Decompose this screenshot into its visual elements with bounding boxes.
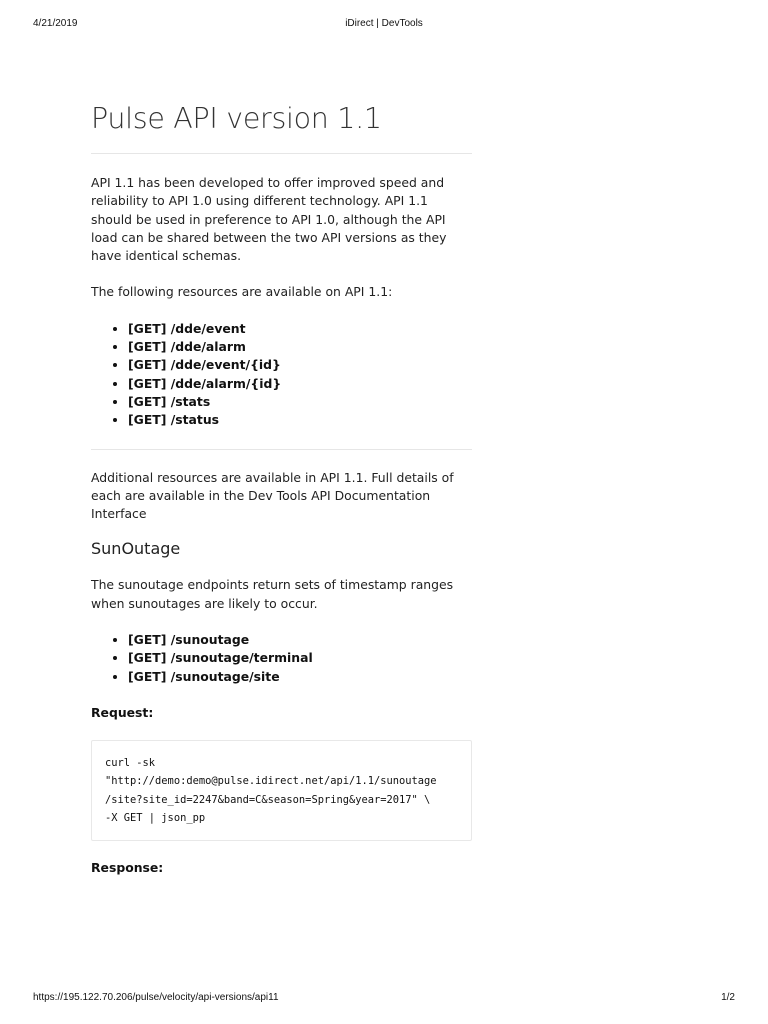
print-url: https://195.122.70.206/pulse/velocity/api-versions/api11 <box>33 992 279 1003</box>
print-footer <box>0 992 768 1006</box>
section-divider <box>91 449 472 450</box>
page-number: 1/2 <box>721 992 735 1003</box>
print-header <box>0 18 768 32</box>
response-label: Response: <box>91 860 164 876</box>
print-date: 4/21/2019 <box>33 18 78 29</box>
list-item: • [GET] /dde/event <box>128 320 472 338</box>
print-title: iDirect | DevTools <box>345 18 423 29</box>
sunoutage-description: The sunoutage endpoints return sets of timestamp ranges when sunoutages are likely to occur. <box>91 577 454 611</box>
document-content <box>91 100 472 877</box>
list-item: • [GET] /sunoutage/terminal <box>128 649 472 667</box>
resources-intro: The following resources are available on API 1.1: <box>91 284 393 300</box>
list-item: • [GET] /stats <box>128 393 472 411</box>
list-item: • [GET] /dde/alarm <box>128 338 472 356</box>
intro-paragraph: API 1.1 has been developed to offer improved speed and reliability to API 1.0 using different technology. API 1.1 should be used in preference to API 1.0, although the API load can be shared between the two API versions as they have identical schemas. <box>91 175 447 264</box>
list-item: • [GET] /status <box>128 411 472 429</box>
title-divider <box>91 153 472 154</box>
request-label: Request: <box>91 704 154 720</box>
request-code-block[interactable]: curl -sk "http://demo:demo@pulse.idirect.net/api/1.1/sunoutage /site?site_id=2247&band=C&season=Spring&year=2017" \ -X GET | json_pp <box>91 740 472 841</box>
list-item: • [GET] /sunoutage/site <box>128 668 472 686</box>
list-item: • [GET] /dde/alarm/{id} <box>128 375 472 393</box>
additional-paragraph: Additional resources are available in API 1.1. Full details of each are available in the Dev Tools API Documentation Interface <box>91 469 454 522</box>
resources-list <box>91 320 472 430</box>
list-item: • [GET] /sunoutage <box>128 631 472 649</box>
list-item: • [GET] /dde/event/{id} <box>128 356 472 374</box>
sunoutage-endpoints-list <box>91 631 472 686</box>
sunoutage-heading: SunOutage <box>91 539 181 559</box>
page-title: Pulse API version 1.1 <box>91 102 382 135</box>
